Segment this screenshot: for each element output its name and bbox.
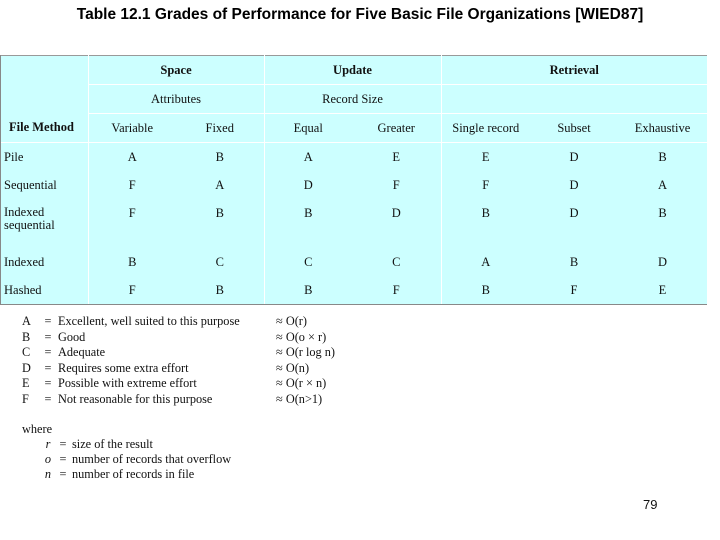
grade-legend xyxy=(22,314,386,408)
legend-letter: C xyxy=(22,345,31,360)
grade-cell: D xyxy=(530,143,618,172)
grade-cell: F xyxy=(88,199,176,248)
subgroup-record-size: Record Size xyxy=(264,85,441,114)
legend-letter: B xyxy=(22,329,31,344)
grade-cell: A xyxy=(88,143,176,172)
legend-description: Requires some extra effort xyxy=(58,360,189,375)
variable-description: number of records in file xyxy=(72,467,195,481)
variable-symbol: n xyxy=(44,467,52,481)
legend-complexity: ≈ O(n>1) xyxy=(276,391,323,406)
col-exhaustive: Exhaustive xyxy=(618,114,707,143)
grade-cell: F xyxy=(88,171,176,199)
grade-cell: E xyxy=(441,143,530,172)
grade-cell: D xyxy=(530,199,618,248)
grade-cell: B xyxy=(264,199,352,248)
variable-symbol: o xyxy=(44,452,52,466)
corner-cell xyxy=(1,56,88,85)
where-label: where xyxy=(22,422,53,436)
col-greater: Greater xyxy=(352,114,441,143)
grade-cell: B xyxy=(176,143,264,172)
grade-cell: E xyxy=(618,276,707,304)
variable-definitions xyxy=(22,422,231,482)
row-name: Hashed xyxy=(1,276,88,304)
grade-cell: B xyxy=(530,248,618,276)
grade-cell: B xyxy=(264,276,352,304)
grade-cell: A xyxy=(618,171,707,199)
grade-cell: D xyxy=(530,171,618,199)
grade-cell: C xyxy=(176,248,264,276)
grade-cell: A xyxy=(264,143,352,172)
legend-complexity: ≈ O(n) xyxy=(276,360,310,375)
group-space: Space xyxy=(88,56,264,85)
legend-equals: = xyxy=(44,391,52,406)
col-file-method: File Method xyxy=(1,114,88,143)
col-subset: Subset xyxy=(530,114,618,143)
legend-description: Not reasonable for this purpose xyxy=(58,391,213,406)
grade-cell: F xyxy=(530,276,618,304)
legend-row xyxy=(22,376,386,392)
col-single-record: Single record xyxy=(441,114,530,143)
definition-row xyxy=(22,452,231,467)
legend-description: Good xyxy=(58,329,86,344)
legend-letter: F xyxy=(22,391,29,406)
row-name: Sequential xyxy=(1,171,88,199)
grade-cell: D xyxy=(618,248,707,276)
legend-row xyxy=(22,392,386,408)
table-title: Table 12.1 Grades of Performance for Five Basic File Organizations [WIED87] xyxy=(76,6,644,23)
legend-letter: E xyxy=(22,376,30,391)
table-row xyxy=(1,143,707,172)
row-name: Pile xyxy=(1,143,88,172)
row-name: Indexed xyxy=(1,248,88,276)
legend-letter: D xyxy=(22,360,31,375)
legend-row xyxy=(22,314,386,330)
legend-complexity: ≈ O(r log n) xyxy=(276,345,335,360)
grade-cell: F xyxy=(88,276,176,304)
grade-cell: A xyxy=(176,171,264,199)
definition-equals: = xyxy=(59,452,67,466)
legend-description: Adequate xyxy=(58,345,106,360)
legend-row xyxy=(22,345,386,361)
grade-cell: F xyxy=(352,276,441,304)
col-equal: Equal xyxy=(264,114,352,143)
table-row xyxy=(1,276,707,304)
legend-equals: = xyxy=(44,360,52,375)
grade-cell: B xyxy=(176,199,264,248)
grade-cell: B xyxy=(618,199,707,248)
grade-cell: D xyxy=(352,199,441,248)
page-number: 79 xyxy=(643,497,658,512)
variable-description: number of records that overflow xyxy=(72,452,232,466)
grade-cell: B xyxy=(441,276,530,304)
table-row xyxy=(1,248,707,276)
col-fixed: Fixed xyxy=(176,114,264,143)
legend-equals: = xyxy=(44,314,52,328)
variable-description: size of the result xyxy=(72,437,153,451)
legend-description: Possible with extreme effort xyxy=(58,376,197,391)
grade-cell: C xyxy=(352,248,441,276)
legend-complexity: ≈ O(r × n) xyxy=(276,376,327,391)
legend-row xyxy=(22,361,386,377)
table-row xyxy=(1,199,707,248)
definition-equals: = xyxy=(59,437,67,451)
grade-cell: B xyxy=(618,143,707,172)
legend-equals: = xyxy=(44,329,52,344)
grade-cell: B xyxy=(88,248,176,276)
legend-equals: = xyxy=(44,376,52,391)
performance-table xyxy=(0,55,707,305)
legend-complexity: ≈ O(o × r) xyxy=(276,329,327,344)
grade-cell: C xyxy=(264,248,352,276)
grade-cell: F xyxy=(441,171,530,199)
legend-row xyxy=(22,330,386,346)
group-retrieval: Retrieval xyxy=(441,56,707,85)
subgroup-attributes: Attributes xyxy=(88,85,264,114)
grade-cell: E xyxy=(352,143,441,172)
table-row xyxy=(1,171,707,199)
variable-symbol: r xyxy=(45,437,51,451)
legend-letter: A xyxy=(22,314,31,328)
definition-equals: = xyxy=(59,467,67,481)
grade-cell: D xyxy=(264,171,352,199)
grade-cell: B xyxy=(176,276,264,304)
col-variable: Variable xyxy=(88,114,176,143)
grade-cell: A xyxy=(441,248,530,276)
definition-row xyxy=(22,437,231,452)
definition-row xyxy=(22,467,231,482)
legend-equals: = xyxy=(44,345,52,360)
grade-cell: F xyxy=(352,171,441,199)
group-update: Update xyxy=(264,56,441,85)
grade-cell: B xyxy=(441,199,530,248)
legend-description: Excellent, well suited to this purpose xyxy=(58,314,240,328)
legend-complexity: ≈ O(r) xyxy=(276,314,307,328)
row-name: Indexed sequential xyxy=(1,199,88,248)
